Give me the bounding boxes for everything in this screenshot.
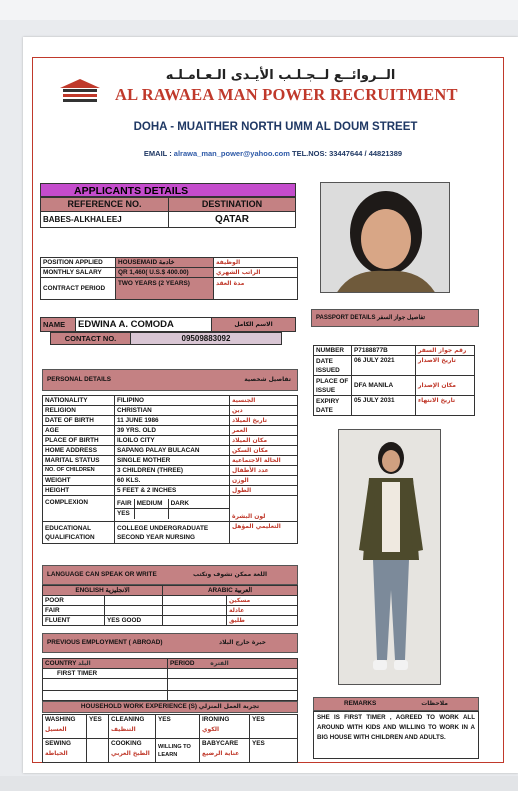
employment-title-arabic: خبرة خارج البلاد (219, 639, 266, 646)
age-value: 39 YRS. OLD (115, 426, 230, 436)
passport-number-label: NUMBER (314, 346, 352, 356)
contact-label: CONTACT NO. (51, 333, 131, 345)
remarks-text: SHE IS FIRST TIMER , AGREED TO WORK ALL AROUND WITH KIDS AND WILLING TO WORK IN A BIG HOUSE WITH CHILDREN AND ADULTS. (313, 711, 479, 759)
complexion-grid (115, 499, 229, 519)
cleaning-value: YES (156, 715, 200, 739)
sewing-label: SEWING (45, 740, 71, 747)
sewing-value (87, 739, 109, 763)
complexion-empty-dark (168, 509, 229, 519)
place-of-birth-arabic: مكان الميلاد (230, 436, 298, 446)
employment-empty-cell (168, 679, 298, 691)
cleaning-arabic: التنظيف (111, 726, 136, 733)
name-label: NAME (41, 318, 76, 332)
lang-fair-ar: عادلة (227, 606, 298, 616)
personal-details-title-arabic: تفاصيل شخصية (244, 376, 291, 383)
company-address: DOHA - MUAITHER NORTH UMM AL DOUM STREET (133, 121, 418, 133)
children-label: NO. OF CHILDREN (43, 466, 115, 476)
reference-label: REFERENCE NO. (41, 198, 169, 212)
lang-poor-arabic (163, 596, 227, 606)
salary-value: QR 1,460( U.S.$ 400.00) (116, 268, 214, 278)
ironing-arabic: الكوي (202, 726, 220, 733)
household-table (42, 714, 298, 763)
cleaning-label: CLEANING (111, 716, 145, 723)
passport-title: PASSPORT DETAILS تفاصيل جواز السفر (316, 315, 426, 321)
complexion-empty-medium (134, 509, 168, 519)
household-header (42, 701, 298, 713)
marital-status-arabic: الحالة الاجتماعية (230, 456, 298, 466)
weight-value: 60 KLS. (115, 476, 230, 486)
period-label-arabic: الفتره (210, 660, 229, 667)
country-label-arabic: البلد (78, 660, 91, 667)
dob-arabic: تاريخ الميلاد (230, 416, 298, 426)
height-value: 5 FEET & 2 INCHES (115, 486, 230, 496)
passport-table (313, 345, 475, 416)
cooking-value: WILLING TO LEARN (156, 739, 200, 763)
marital-status-value: SINGLE MOTHER (115, 456, 230, 466)
cooking-label: COOKING (111, 740, 142, 747)
complexion-options (115, 496, 230, 522)
language-header (42, 565, 298, 585)
children-value: 3 CHILDREN (THREE) (115, 466, 230, 476)
babycare-value: YES (250, 739, 298, 763)
weight-label: WEIGHT (43, 476, 115, 486)
lang-fair-label: FAIR (43, 606, 105, 616)
passport-details-header (311, 309, 479, 327)
complexion-medium: MEDIUM (134, 499, 168, 509)
home-address-label: HOME ADDRESS (43, 446, 115, 456)
children-arabic: عدد الأطفال (230, 466, 298, 476)
place-of-issue-label: PLACE OF ISSUE (314, 376, 352, 396)
lang-fluent-arabic (163, 616, 227, 626)
period-label (168, 659, 298, 669)
education-arabic: التعليمي المؤهل (230, 522, 298, 544)
remarks-title-arabic: ملاحظات (421, 700, 448, 707)
position-value: HOUSEMAID خادمة (116, 258, 214, 268)
babycare-label: BABYCARE (202, 740, 239, 747)
personal-details-header (42, 369, 298, 391)
language-title-arabic: اللغة ممكن تشوف وتكتب (193, 571, 268, 578)
contract-value: TWO YEARS (2 YEARS) (116, 278, 214, 300)
contact-table (50, 332, 282, 345)
complexion-arabic: لون البشرة (230, 496, 298, 522)
height-label: HEIGHT (43, 486, 115, 496)
date-issued-arabic: تاريخ الاصدار (416, 356, 475, 376)
household-title-arabic: تجربة العمل المنزلي (198, 703, 260, 710)
company-name-arabic: الــروائــع لــجـلـب الأيـدى الـعـامـلـه (165, 68, 396, 83)
email-link[interactable]: alrawa_man_power@yahoo.com (173, 149, 290, 158)
applicant-full-body-photo (338, 429, 441, 685)
complexion-dark: DARK (168, 499, 229, 509)
passport-number-arabic: رقم جواز السفر (416, 346, 475, 356)
age-label: AGE (43, 426, 115, 436)
contract-label: CONTRACT PERIOD (41, 278, 116, 300)
language-title: LANGUAGE CAN SPEAK OR WRITE (47, 571, 157, 578)
passport-number-value: P7188877B (352, 346, 416, 356)
expiry-date-value: 05 JULY 2031 (352, 396, 416, 416)
period-label-text: PERIOD (170, 660, 195, 667)
lang-fluent-label: FLUENT (43, 616, 105, 626)
employment-table (42, 658, 298, 701)
complexion-label: COMPLEXION (43, 496, 115, 522)
lang-fluent-ar: طليق (227, 616, 298, 626)
lang-fair-english (105, 606, 163, 616)
ironing-value: YES (250, 715, 298, 739)
height-arabic: الطول (230, 486, 298, 496)
nationality-label: NATIONALITY (43, 396, 115, 406)
babycare-arabic: عناية الرضيع (202, 750, 240, 757)
reference-table (40, 197, 296, 228)
applicant-portrait-photo (320, 182, 450, 293)
lang-poor-label: POOR (43, 596, 105, 606)
remarks-title: REMARKS (344, 700, 377, 707)
lang-poor-ar: مسكين (227, 596, 298, 606)
dob-label: DATE OF BIRTH (43, 416, 115, 426)
sewing-cell (43, 739, 87, 763)
destination-value: QATAR (169, 212, 296, 228)
employment-period-value (168, 669, 298, 679)
education-label: EDUCATIONAL QUALIFICATION (43, 522, 115, 544)
place-of-issue-arabic: مكان الإصدار (416, 376, 475, 396)
cooking-cell (109, 739, 156, 763)
lang-fluent-english: YES GOOD (105, 616, 163, 626)
employment-empty-cell (43, 691, 168, 701)
washing-cell (43, 715, 87, 739)
country-label-text: COUNTRY (45, 660, 77, 667)
lang-fair-arabic (163, 606, 227, 616)
viewer-bottom-bar (0, 776, 518, 791)
phone-numbers: TEL.NOS: 33447644 / 44821389 (292, 149, 403, 158)
remarks-header (313, 697, 479, 711)
sewing-arabic: الخياطة (45, 750, 68, 757)
marital-status-label: MARITAL STATUS (43, 456, 115, 466)
education-value: COLLEGE UNDERGRADUATE SECOND YEAR NURSING (115, 522, 230, 544)
home-address-arabic: مكان السكن (230, 446, 298, 456)
place-of-birth-label: PLACE OF BIRTH (43, 436, 115, 446)
personal-details-title: PERSONAL DETAILS (47, 376, 112, 383)
lang-poor-english (105, 596, 163, 606)
place-of-issue-value: DFA MANILA (352, 376, 416, 396)
company-contact (73, 149, 473, 158)
applicants-details-header: APPLICANTS DETAILS (40, 183, 296, 197)
household-title: HOUSEHOLD WORK EXPERIENCE (S) (80, 703, 198, 710)
babycare-cell (200, 739, 250, 763)
employment-empty-cell (43, 679, 168, 691)
place-of-birth-value: ILOILO CITY (115, 436, 230, 446)
expiry-date-arabic: تاريخ الانتهاء (416, 396, 475, 416)
washing-value: YES (87, 715, 109, 739)
religion-arabic: دين (230, 406, 298, 416)
religion-value: CHRISTIAN (115, 406, 230, 416)
employment-empty-cell (168, 691, 298, 701)
weight-arabic: الوزن (230, 476, 298, 486)
ironing-cell (200, 715, 250, 739)
position-table (40, 257, 298, 300)
date-issued-label: DATE ISSUED (314, 356, 352, 376)
company-logo (55, 76, 105, 106)
position-arabic: الوظيفة (214, 258, 298, 268)
email-label: EMAIL : (143, 149, 172, 158)
employment-country-value: FIRST TIMER (43, 669, 168, 679)
contract-arabic: مدة العقد (214, 278, 298, 300)
employment-header (42, 633, 298, 653)
viewer-toolbar (0, 0, 518, 20)
age-arabic: العمر (230, 426, 298, 436)
company-name: AL RAWAEA MAN POWER RECRUITMENT (115, 85, 458, 104)
complexion-selected: YES (115, 509, 134, 519)
salary-label: MONTHLY SALARY (41, 268, 116, 278)
name-value: EDWINA A. COMODA (76, 318, 212, 332)
ironing-label: IRONING (202, 716, 230, 723)
salary-arabic: الراتب الشهري (214, 268, 298, 278)
personal-details-table (42, 395, 298, 544)
contact-value: 09509883092 (131, 333, 282, 345)
employment-title: PREVIOUS EMPLOYMENT ( ABROAD) (47, 639, 163, 646)
arabic-column-header: ARABIC العربية (163, 586, 298, 596)
reference-value: BABES-ALKHALEEJ (41, 212, 169, 228)
destination-label: DESTINATION (169, 198, 296, 212)
position-label: POSITION APPLIED (41, 258, 116, 268)
document-page (23, 37, 518, 773)
country-label (43, 659, 168, 669)
nationality-value: FILIPINO (115, 396, 230, 406)
cleaning-cell (109, 715, 156, 739)
date-issued-value: 06 JULY 2021 (352, 356, 416, 376)
dob-value: 11 JUNE 1986 (115, 416, 230, 426)
washing-arabic: الغسيل (45, 726, 67, 733)
cooking-arabic: الطبخ العربي (111, 750, 150, 757)
home-address-value: SAPANG PALAY BULACAN (115, 446, 230, 456)
washing-label: WASHING (45, 716, 76, 723)
complexion-fair: FAIR (115, 499, 134, 509)
english-column-header: ENGLISH الانجليزية (43, 586, 163, 596)
nationality-arabic: الجنسية (230, 396, 298, 406)
expiry-date-label: EXPIRY DATE (314, 396, 352, 416)
name-arabic: الاسم الكامل (212, 318, 296, 332)
language-table (42, 585, 298, 626)
religion-label: RELIGION (43, 406, 115, 416)
name-table (40, 317, 296, 332)
